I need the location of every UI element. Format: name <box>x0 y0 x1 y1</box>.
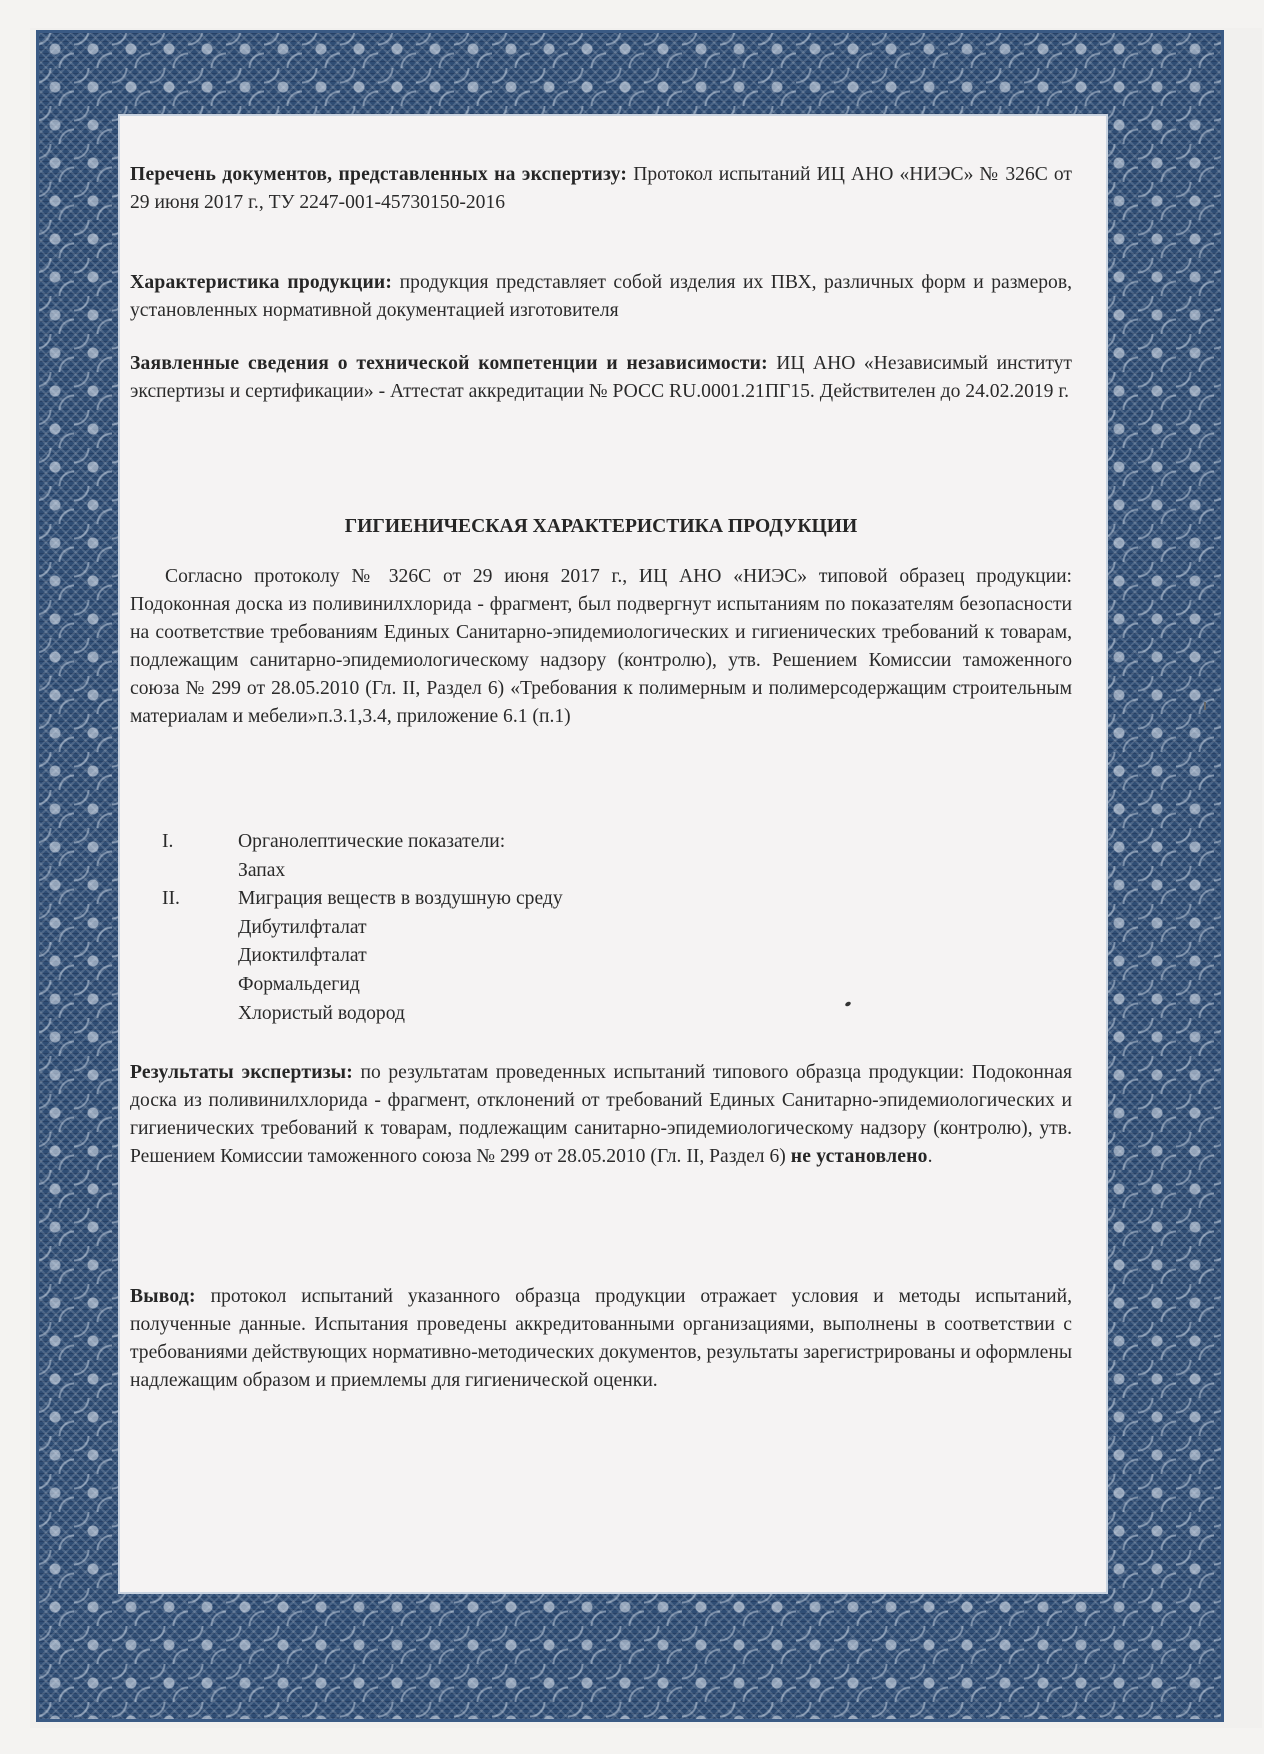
indicator-item <box>162 942 563 971</box>
protocol-paragraph: Согласно протоколу № 326С от 29 июня 2017 г., ИЦ АНО «НИЭС» типовой образец продукции: Подоконная доска из поливинилхлорида - фрагмент, был подвергнут испытаниям по показателям безопасности на соответствие требованиям Единых Санитарно-эпидемиологических и гигиенических требований к товарам, подлежащим санитарно-эпидемиологическому надзору (контролю), утв. Решением Комиссии таможенного союза № 299 от 28.05.2010 (Гл. II, Раздел 6) «Требования к полимерным и полимерсодержащим строительным материалам и мебели»п.3.1,3.4, приложение 6.1 (п.1) <box>130 566 1072 727</box>
conclusion-text: протокол испытаний указанного образца продукции отражает условия и методы испытаний, полученные данные. Испытания проведены аккредитованными организациями, выполнены в соответствии с требованиями действующих нормативно-методических документов, результаты зарегистрированы и оформлены надлежащим образом и приемлемы для гигиенической оценки. <box>130 1286 1072 1391</box>
results-text: по результатам проведенных испытаний типового образца продукции: Подоконная доска из поливинилхлорида - фрагмент, отклонений от требований Единых Санитарно-эпидемиологических и гигиенических требований к товарам, подлежащим санитарно-эпидемиологическому надзору (контролю), утв. Решением Комиссии таможенного союза № 299 от 28.05.2010 (Гл. II, Раздел 6) <box>130 1062 1072 1167</box>
indicator-number <box>162 857 238 886</box>
indicator-number: II. <box>162 888 180 910</box>
results-verdict: не установлено <box>790 1146 928 1167</box>
conclusion-label: Вывод: <box>130 1286 196 1307</box>
indicator-text: Миграция веществ в воздушную среду <box>238 888 563 910</box>
product-characteristics-paragraph <box>130 269 1072 325</box>
competence-label: Заявленные сведения о технической компетенции и независимости: <box>130 353 768 374</box>
indicator-item <box>162 971 563 1000</box>
product-characteristics-text: продукция представляет собой изделия их ПВХ, различных форм и размеров, установленных нормативной документацией изготовителя <box>130 272 1073 321</box>
conclusion-paragraph <box>130 1283 1072 1395</box>
docs-list-paragraph <box>130 161 1072 217</box>
indicators-list <box>162 828 563 1028</box>
indicator-item <box>162 885 563 914</box>
indicator-text: Диоктилфталат <box>238 945 367 967</box>
results-end: . <box>927 1146 933 1167</box>
indicator-item <box>162 857 563 886</box>
hygiene-heading: ГИГИЕНИЧЕСКАЯ ХАРАКТЕРИСТИКА ПРОДУКЦИИ <box>344 516 858 537</box>
indicator-item <box>162 828 563 857</box>
indicator-text: Запах <box>238 859 286 881</box>
indicator-number <box>162 914 238 943</box>
indicator-text: Дибутилфталат <box>238 916 367 938</box>
product-characteristics-label: Характеристика продукции: <box>130 272 393 293</box>
indicator-item <box>162 914 563 943</box>
indicator-number <box>162 942 238 971</box>
competence-paragraph <box>130 350 1072 406</box>
indicator-text: Формальдегид <box>238 973 360 995</box>
competence-text: ИЦ АНО «Независимый институт экспертизы и сертификации» - Аттестат аккредитации № РОСС RU.0001.21ПГ15. Действителен до 24.02.2019 г. <box>130 353 1072 402</box>
indicator-number <box>162 1000 238 1029</box>
results-paragraph <box>130 1059 1072 1171</box>
indicator-item <box>162 1000 563 1029</box>
docs-list-label: Перечень документов, представленных на экспертизу: <box>130 164 628 185</box>
indicator-text: Хлористый водород <box>238 1002 405 1024</box>
indicator-number: I. <box>162 831 174 852</box>
indicator-text: Органолептические показатели: <box>238 831 506 852</box>
indicator-number <box>162 971 238 1000</box>
results-label: Результаты экспертизы: <box>130 1062 353 1083</box>
docs-list-text: Протокол испытаний ИЦ АНО «НИЭС» № 326С от 29 июня 2017 г., ТУ 2247-001-45730150-2016 <box>130 164 1072 213</box>
ink-mark <box>1204 702 1206 710</box>
